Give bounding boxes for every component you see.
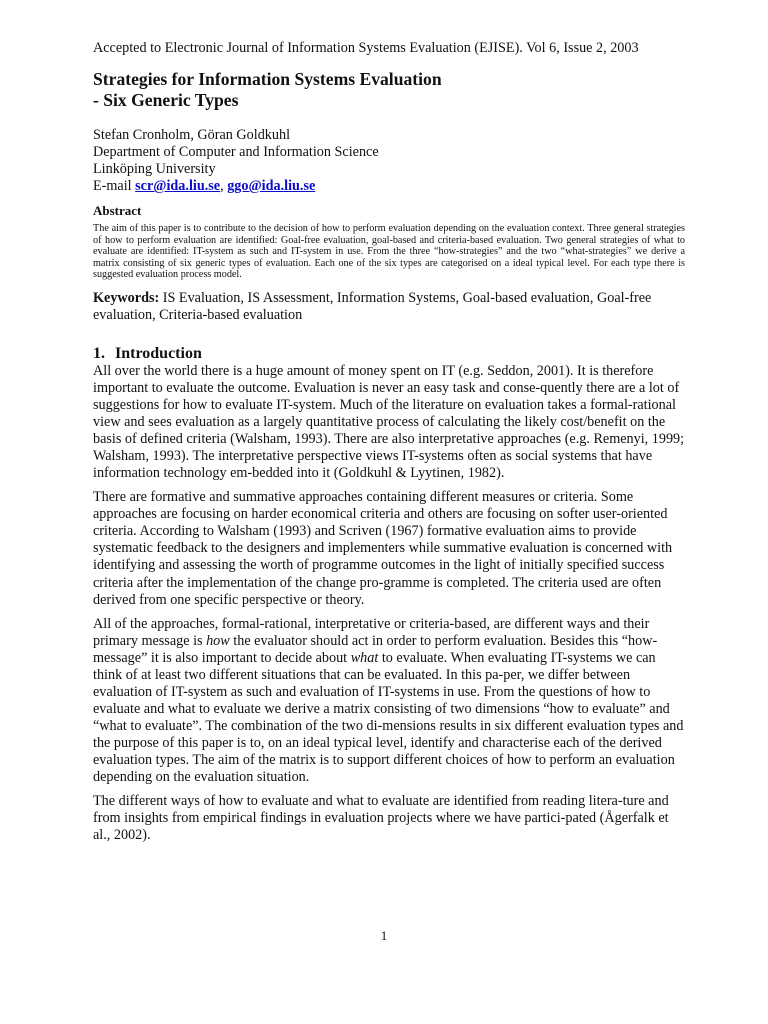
title-line-2: - Six Generic Types (93, 90, 239, 110)
author-email-line (93, 178, 685, 195)
intro-paragraph-4: The different ways of how to evaluate and what to evaluate are identified from reading litera-ture and from insights from empirical findings in evaluation projects where we have partici-pated (Ågerfalk et al., 2002). (93, 793, 669, 844)
p3-part-a: All of the approaches, formal-rational, interpretative or criteria-based, are different ways and their primary message is (93, 615, 650, 649)
paper-title (93, 69, 685, 111)
title-line-1: Strategies for Information Systems Evaluation (93, 69, 442, 89)
abstract-heading: Abstract (93, 203, 142, 218)
author-department: Department of Computer and Information Science (93, 144, 379, 160)
page-number: 1 (380, 928, 388, 943)
p3-part-c: to evaluate. When evaluating IT-systems we can think of at least two different situations that can be evaluated. In this pa-per, we differ between evaluation of IT-system as such and evaluation of IT-systems in use. From the questions of how to evaluate and what to evaluate we derive a matrix consisting of two dimensions “how to evaluate” and “what to evaluate”. The combination of the two di-mensions results in six different evaluation types and the purpose of this paper is to, on an ideal typical level, identify and characterise each of the derived evaluation types. The aim of the matrix is to support different choices of how to perform an evaluation depending on the evaluation situation. (93, 649, 684, 786)
p3-emphasis-what: what (350, 649, 379, 666)
section-number: 1. (93, 344, 105, 362)
section-heading-introduction (93, 345, 685, 363)
keywords (93, 290, 685, 324)
paper-page (93, 40, 685, 844)
p3-part-b: the evaluator should act in order to perform evaluation. Besides this “how-message” it is also important to decide about (93, 632, 658, 666)
section-title: Introduction (115, 344, 202, 362)
author-university: Linköping University (93, 161, 216, 177)
keywords-label: Keywords: (93, 289, 160, 306)
venue-note: Accepted to Electronic Journal of Information Systems Evaluation (EJISE). Vol 6, Issue 2, 2003 (93, 40, 639, 56)
intro-paragraph-1: All over the world there is a huge amount of money spent on IT (e.g. Seddon, 2001). It is therefore important to evaluate the outcome. Evaluation is never an easy task and conse-quently there are a lot of suggestions for how to evaluate IT-system. Much of the literature on evaluation takes a formal-rational view and sees evaluation as a largely quantitative process of calculating the likely cost/benefit on the basis of defined criteria (Walsham, 1993). There are also interpretative approaches (e.g. Remenyi, 1999; Walsham, 1993). The interpretative perspective views IT-systems often as social systems that have information technology em-bedded into it (Goldkuhl & Lyytinen, 1982). (93, 362, 685, 482)
keywords-text: IS Evaluation, IS Assessment, Information Systems, Goal-based evaluation, Goal-free evaluation, Criteria-based evaluation (93, 289, 652, 323)
email-label: E-mail (93, 178, 132, 194)
author-names: Stefan Cronholm, Göran Goldkuhl (93, 127, 291, 143)
intro-paragraph-3 (93, 616, 685, 786)
email-link-scr[interactable]: scr@ida.liu.se (135, 178, 221, 194)
author-block (93, 127, 685, 195)
email-separator: , (220, 178, 224, 194)
intro-paragraph-2: There are formative and summative approaches containing different measures or criteria. Some approaches are focusing on harder economical criteria and others are focusing on softer user-oriented criteria. According to Walsham (1993) and Scriven (1967) formative evaluation aims to provide systematic feedback to the designers and implementers while summative evaluation is concerned with identifying and assessing the worth of programme outcomes in the light of initially specified success criteria after the implementation of the change pro-gramme is completed. The criteria used are often derived from one specific perspective or theory. (93, 489, 673, 608)
abstract-text: The aim of this paper is to contribute to the decision of how to perform evaluation depending on the evaluation context. Three general strategies of how to perform evaluation are identified: Goal-free evaluation, goal-based and criteria-based evaluation. Two general strategies of what to evaluate are identified: IT-system as such and IT-system in use. From the three “how-strategies” and the two “what-strategies” we derive a matrix consisting of six generic types of evaluation. Each one of the six types are categorised on a ideal typical level. For each type there is suggested evaluation process model. (93, 223, 685, 281)
email-link-ggo[interactable]: ggo@ida.liu.se (227, 178, 316, 194)
p3-emphasis-how: how (206, 632, 230, 649)
